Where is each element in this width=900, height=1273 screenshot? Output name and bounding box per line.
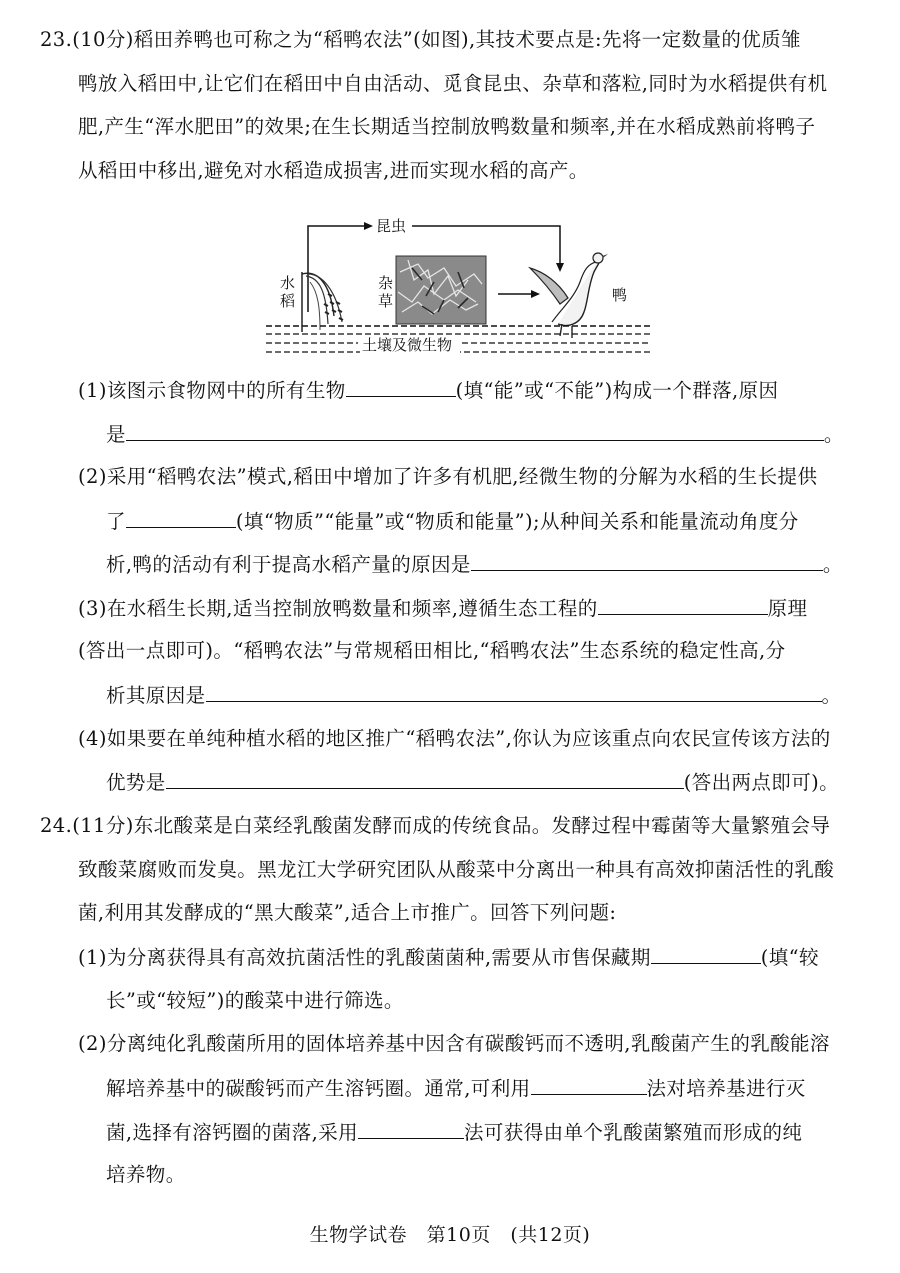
q24-stem-line-2: 致酸菜腐败而发臭。黑龙江大学研究团队从酸菜中分离出一种具有高效抑菌活性的乳酸 <box>78 858 835 881</box>
answer-blank[interactable] <box>206 681 822 702</box>
q23-p3-text-b: 原理 <box>767 597 808 620</box>
answer-blank[interactable] <box>651 943 761 964</box>
arrow-head-duck <box>556 263 564 272</box>
q23-part-2-line-2 <box>106 507 799 536</box>
answer-blank[interactable] <box>471 550 823 571</box>
weed-photo <box>396 256 486 324</box>
q24-part-2-line-2 <box>106 1074 806 1103</box>
q23-p4-text-b: (答出两点即可)。 <box>683 771 840 794</box>
label-weed-1: 杂 <box>378 274 394 292</box>
label-rice-1: 水 <box>280 274 296 292</box>
q23-p1-text-a: (1)该图示食物网中的所有生物 <box>78 379 346 402</box>
q23-stem-line-2: 鸭放入稻田中,让它们在稻田中自由活动、觅食昆虫、杂草和落粒,同时为水稻提供有机 <box>78 72 828 95</box>
q24-p2-text-d: 法可获得由单个乳酸菌繁殖而形成的纯 <box>464 1121 803 1144</box>
q23-part-1-line-1 <box>78 376 778 405</box>
q23-p3-text-a: (3)在水稻生长期,适当控制放鸭数量和频率,遵循生态工程的 <box>78 597 598 620</box>
q23-p1-text-c: 是 <box>106 423 126 446</box>
q23-p2-text-b: (填“物质”“能量”或“物质和能量”);从种间关系和能量流动角度分 <box>235 510 799 533</box>
q23-part-3-line-3 <box>106 681 841 710</box>
q23-p2-text-c: 析,鸭的活动有利于提高水稻产量的原因是 <box>106 553 471 576</box>
q24-stem-line-1: 24.(11分)东北酸菜是白菜经乳酸菌发酵而成的传统食品。发酵过程中霉菌等大量繁殖会导 <box>40 814 831 837</box>
answer-blank[interactable] <box>358 1118 464 1139</box>
q23-p4-text-a: 优势是 <box>106 771 166 794</box>
answer-blank[interactable] <box>346 376 456 397</box>
q23-stem-line-4: 从稻田中移出,避免对水稻造成损害,进而实现水稻的高产。 <box>78 159 589 182</box>
q23-p2-end: 。 <box>822 553 843 576</box>
q23-p2-text-a: 了 <box>106 510 126 533</box>
q24-p2-text-b: 法对培养基进行灭 <box>646 1077 806 1100</box>
q24-part-2-line-1: (2)分离纯化乳酸菌所用的固体培养基中因含有碳酸钙而不透明,乳酸菌产生的乳酸能溶 <box>78 1032 830 1055</box>
q23-p1-end: 。 <box>823 423 844 446</box>
q23-p3-text-c: 析其原因是 <box>106 684 206 707</box>
q23-part-3-line-2: (答出一点即可)。“稻鸭农法”与常规稻田相比,“稻鸭农法”生态系统的稳定性高,分 <box>78 639 786 662</box>
q23-part-1-line-2 <box>106 420 844 449</box>
q23-stem-line-1: 23.(10分)稻田养鸭也可称之为“稻鸭农法”(如图),其技术要点是:先将一定数量的优质雏 <box>40 28 801 51</box>
q23-part-2-line-3 <box>106 550 843 579</box>
page-footer: 生物学试卷 第10页 (共12页) <box>309 1224 591 1246</box>
arrow-rice-to-insect <box>308 226 366 312</box>
answer-blank[interactable] <box>598 594 768 615</box>
q23-part-4-line-1: (4)如果要在单纯种植水稻的地区推广“稻鸭农法”,你认为应该重点向农民宣传该方法的 <box>78 727 831 750</box>
q23-p1-text-b: (填“能”或“不能”)构成一个群落,原因 <box>455 379 779 402</box>
q23-stem-line-3: 肥,产生“浑水肥田”的效果;在生长期适当控制放鸭数量和频率,并在水稻成熟前将鸭子 <box>78 115 816 138</box>
q24-stem-line-3: 菌,利用其发酵成的“黑大酸菜”,适合上市推广。回答下列问题: <box>78 901 617 924</box>
q24-part-2-line-3 <box>106 1118 802 1147</box>
answer-blank[interactable] <box>531 1074 647 1095</box>
label-soil-microbes: 土壤及微生物 <box>362 336 453 354</box>
q24-part-1-line-2: 长”或“较短”)的酸菜中进行筛选。 <box>106 989 404 1012</box>
q23-p3-end: 。 <box>821 684 842 707</box>
q24-p1-text-b: (填“较 <box>760 946 819 969</box>
answer-blank[interactable] <box>126 507 236 528</box>
rice-duck-food-web-figure <box>262 212 652 362</box>
arrow-head-weed-duck <box>531 290 540 298</box>
q24-part-1-line-1 <box>78 943 819 972</box>
answer-blank[interactable] <box>166 768 684 789</box>
label-rice-2: 稻 <box>280 292 296 310</box>
label-weed-2: 草 <box>378 292 394 310</box>
q24-p1-text-a: (1)为分离获得具有高效抗菌活性的乳酸菌菌种,需要从市售保藏期 <box>78 946 651 969</box>
q24-p2-text-c: 菌,选择有溶钙圈的菌落,采用 <box>106 1121 358 1144</box>
q23-part-3-line-1 <box>78 594 807 623</box>
answer-blank[interactable] <box>126 420 824 441</box>
arrow-head-insect <box>364 222 373 230</box>
q24-part-2-line-4: 培养物。 <box>106 1163 186 1186</box>
q24-p2-text-a: 解培养基中的碳酸钙而产生溶钙圈。通常,可利用 <box>106 1077 531 1100</box>
label-insect: 昆虫 <box>376 217 407 235</box>
q23-part-2-line-1: (2)采用“稻鸭农法”模式,稻田中增加了许多有机肥,经微生物的分解为水稻的生长提供 <box>78 465 818 488</box>
label-duck: 鸭 <box>612 286 628 304</box>
q23-part-4-line-2 <box>106 768 839 797</box>
